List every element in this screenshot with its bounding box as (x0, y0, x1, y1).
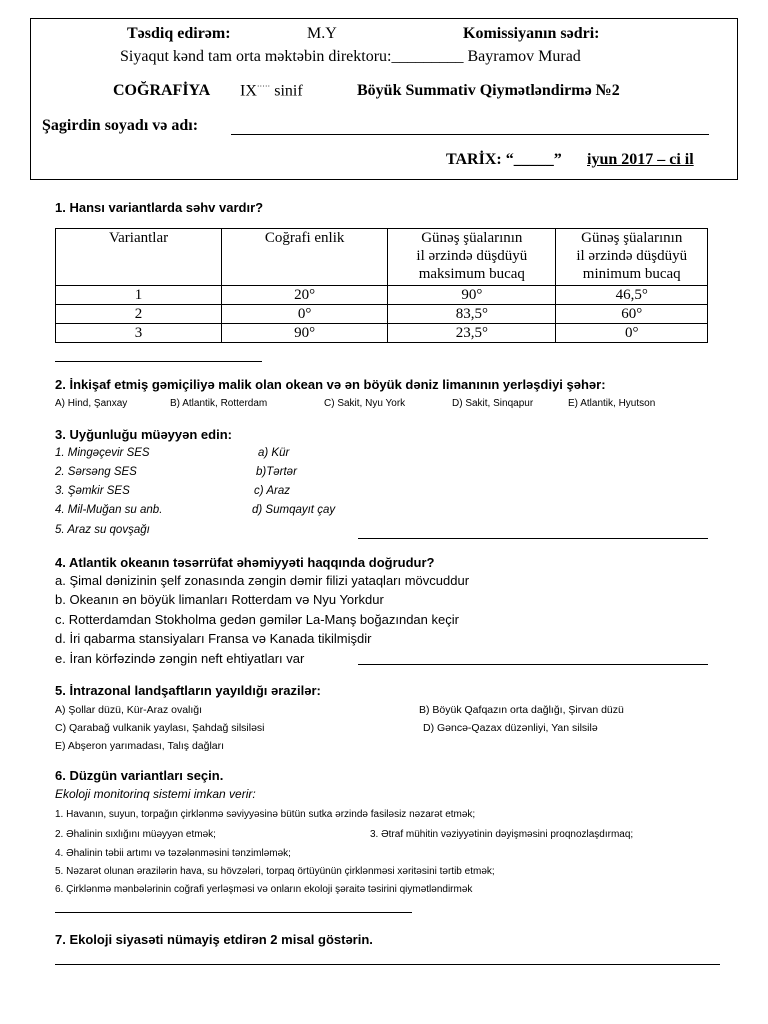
q2-option[interactable]: C) Sakit, Nyu York (324, 398, 406, 409)
q1-title: 1. Hansı variantlarda səhv vardır? (55, 200, 264, 215)
q2-option[interactable]: A) Hind, Şanxay (55, 398, 128, 409)
director-line: Siyaqut kənd tam orta məktəbin direktoru:_________ Bayramov Murad (120, 48, 581, 65)
q5-option[interactable]: D) Gəncə-Qazax düzənliyi, Yan silsilə (423, 722, 598, 734)
q5-option[interactable]: B) Böyük Qafqazın orta dağlığı, Şirvan düzü (419, 704, 624, 716)
q1-answer-line[interactable] (55, 361, 262, 362)
q2-title: 2. İnkişaf etmiş gəmiçiliyə malik olan okean və ən böyük dəniz limanının yerləşdiyi şəhər: (55, 377, 606, 392)
q4-option[interactable]: a. Şimal dənizinin şelf zonasında zəngin dəmir filizi yataqları mövcuddur (55, 573, 470, 588)
q3-right-item: c) Araz (254, 485, 290, 497)
table-cell: 90° (388, 286, 556, 305)
q3-right-item: b)Tərtər (256, 466, 297, 478)
q5-option[interactable]: E) Abşeron yarımadası, Talış dağları (55, 740, 225, 752)
q5-option[interactable]: A) Şollar düzü, Kür-Araz ovalığı (55, 704, 203, 716)
q7-answer-line[interactable] (55, 964, 720, 965)
date-value: iyun 2017 – ci il (587, 151, 694, 168)
table-cell: 83,5° (388, 305, 556, 324)
q3-left-item: 2. Sərsəng SES (55, 466, 137, 478)
q3-answer-line[interactable] (358, 538, 708, 539)
q6-item[interactable]: 4. Əhalinin təbii artımı və təzələnməsini tənzimləmək; (55, 848, 291, 859)
q1-col-header: Coğrafi enlik (222, 229, 388, 286)
q5-option[interactable]: C) Qarabağ vulkanik yaylası, Şahdağ silsiləsi (55, 722, 265, 734)
q6-subtitle: Ekoloji monitorinq sistemi imkan verir: (55, 787, 256, 801)
q4-option[interactable]: b. Okeanın ən böyük limanları Rotterdam və Nyu Yorkdur (55, 592, 384, 607)
q3-right-item: d) Sumqayıt çay (252, 504, 336, 516)
table-row (56, 305, 708, 324)
table-cell: 2 (56, 305, 222, 324)
q6-item[interactable]: 1. Havanın, suyun, torpağın çirklənmə səviyyəsinə bütün sutka ərzində fasiləsiz nəzarət etmək; (55, 809, 476, 820)
table-cell: 23,5° (388, 324, 556, 343)
q3-title: 3. Uyğunluğu müəyyən edin: (55, 427, 232, 442)
q6-item[interactable]: 2. Əhalinin sıxlığını müəyyən etmək; (55, 829, 216, 840)
q5-title: 5. İntrazonal landşaftların yayıldığı ərazilər: (55, 683, 321, 698)
subject-title: COĞRAFİYA (113, 82, 211, 99)
grade-label (240, 82, 303, 100)
table-row (56, 286, 708, 305)
q2-option[interactable]: E) Atlantik, Hyutson (568, 398, 656, 409)
q3-right-item: a) Kür (258, 447, 290, 459)
student-name-line[interactable] (231, 134, 709, 135)
q4-title: 4. Atlantik okeanın təsərrüfat əhəmiyyəti haqqında doğrudur? (55, 555, 435, 570)
table-cell: 3 (56, 324, 222, 343)
q1-table-header (56, 229, 708, 286)
q4-answer-line[interactable] (358, 664, 708, 665)
q6-answer-line[interactable] (55, 912, 412, 913)
q3-left-item: 1. Mingəçevir SES (55, 447, 150, 459)
table-cell: 1 (56, 286, 222, 305)
q1-col-header: Günəş şüalarının il ərzində düşdüyü minimum bucaq (556, 229, 708, 286)
table-cell: 20° (222, 286, 388, 305)
q3-left-item: 3. Şəmkir SES (55, 485, 130, 497)
table-cell: 60° (556, 305, 708, 324)
q2-option[interactable]: B) Atlantik, Rotterdam (170, 398, 268, 409)
student-name-label: Şagirdin soyadı və adı: (42, 117, 199, 134)
assessment-title: Böyük Summativ Qiymətləndirmə №2 (357, 82, 620, 99)
q3-left-item: 4. Mil-Muğan su anb. (55, 504, 163, 516)
approve-sign: M.Y (307, 25, 337, 42)
grade-word: sinif (274, 82, 303, 100)
grade-number: IX (240, 82, 257, 100)
approve-label: Təsdiq edirəm: (127, 25, 231, 42)
q1-col-header: Günəş şüalarının il ərzində düşdüyü maksimum bucaq (388, 229, 556, 286)
q4-option[interactable]: d. İri qabarma stansiyaları Fransa və Kanada tikilmişdir (55, 631, 372, 646)
table-row (56, 324, 708, 343)
commission-label: Komissiyanın sədri: (463, 25, 600, 42)
q6-item[interactable]: 5. Nəzarət olunan ərazilərin hava, su hövzələri, torpaq örtüyünün çirklənməsi xəritəsini tərtib etmək; (55, 866, 495, 877)
q1-table (55, 228, 708, 343)
q1-col-header: Variantlar (56, 229, 222, 286)
table-cell: 0° (222, 305, 388, 324)
table-cell: 0° (556, 324, 708, 343)
table-cell: 90° (222, 324, 388, 343)
q6-title: 6. Düzgün variantları seçin. (55, 768, 224, 783)
q2-option[interactable]: D) Sakit, Sinqapur (452, 398, 534, 409)
q6-item[interactable]: 3. Ətraf mühitin vəziyyətinin dəyişməsini proqnozlaşdırmaq; (370, 829, 634, 840)
q4-option[interactable]: e. İran körfəzində zəngin neft ehtiyatları var (55, 651, 305, 666)
grade-dots: ····· (256, 82, 271, 91)
q4-option[interactable]: c. Rotterdamdan Stokholma gedən gəmilər La-Manş boğazından keçir (55, 612, 459, 627)
q6-item[interactable]: 6. Çirklənmə mənbələrinin coğrafi yerləşməsi və onların ekoloji şəraitə təsirini qiymətləndirmək (55, 884, 473, 895)
q3-left-item: 5. Araz su qovşağı (55, 524, 150, 536)
date-label: TARİX: “_____” (446, 151, 562, 168)
q7-title: 7. Ekoloji siyasəti nümayiş etdirən 2 misal göstərin. (55, 932, 373, 947)
table-cell: 46,5° (556, 286, 708, 305)
